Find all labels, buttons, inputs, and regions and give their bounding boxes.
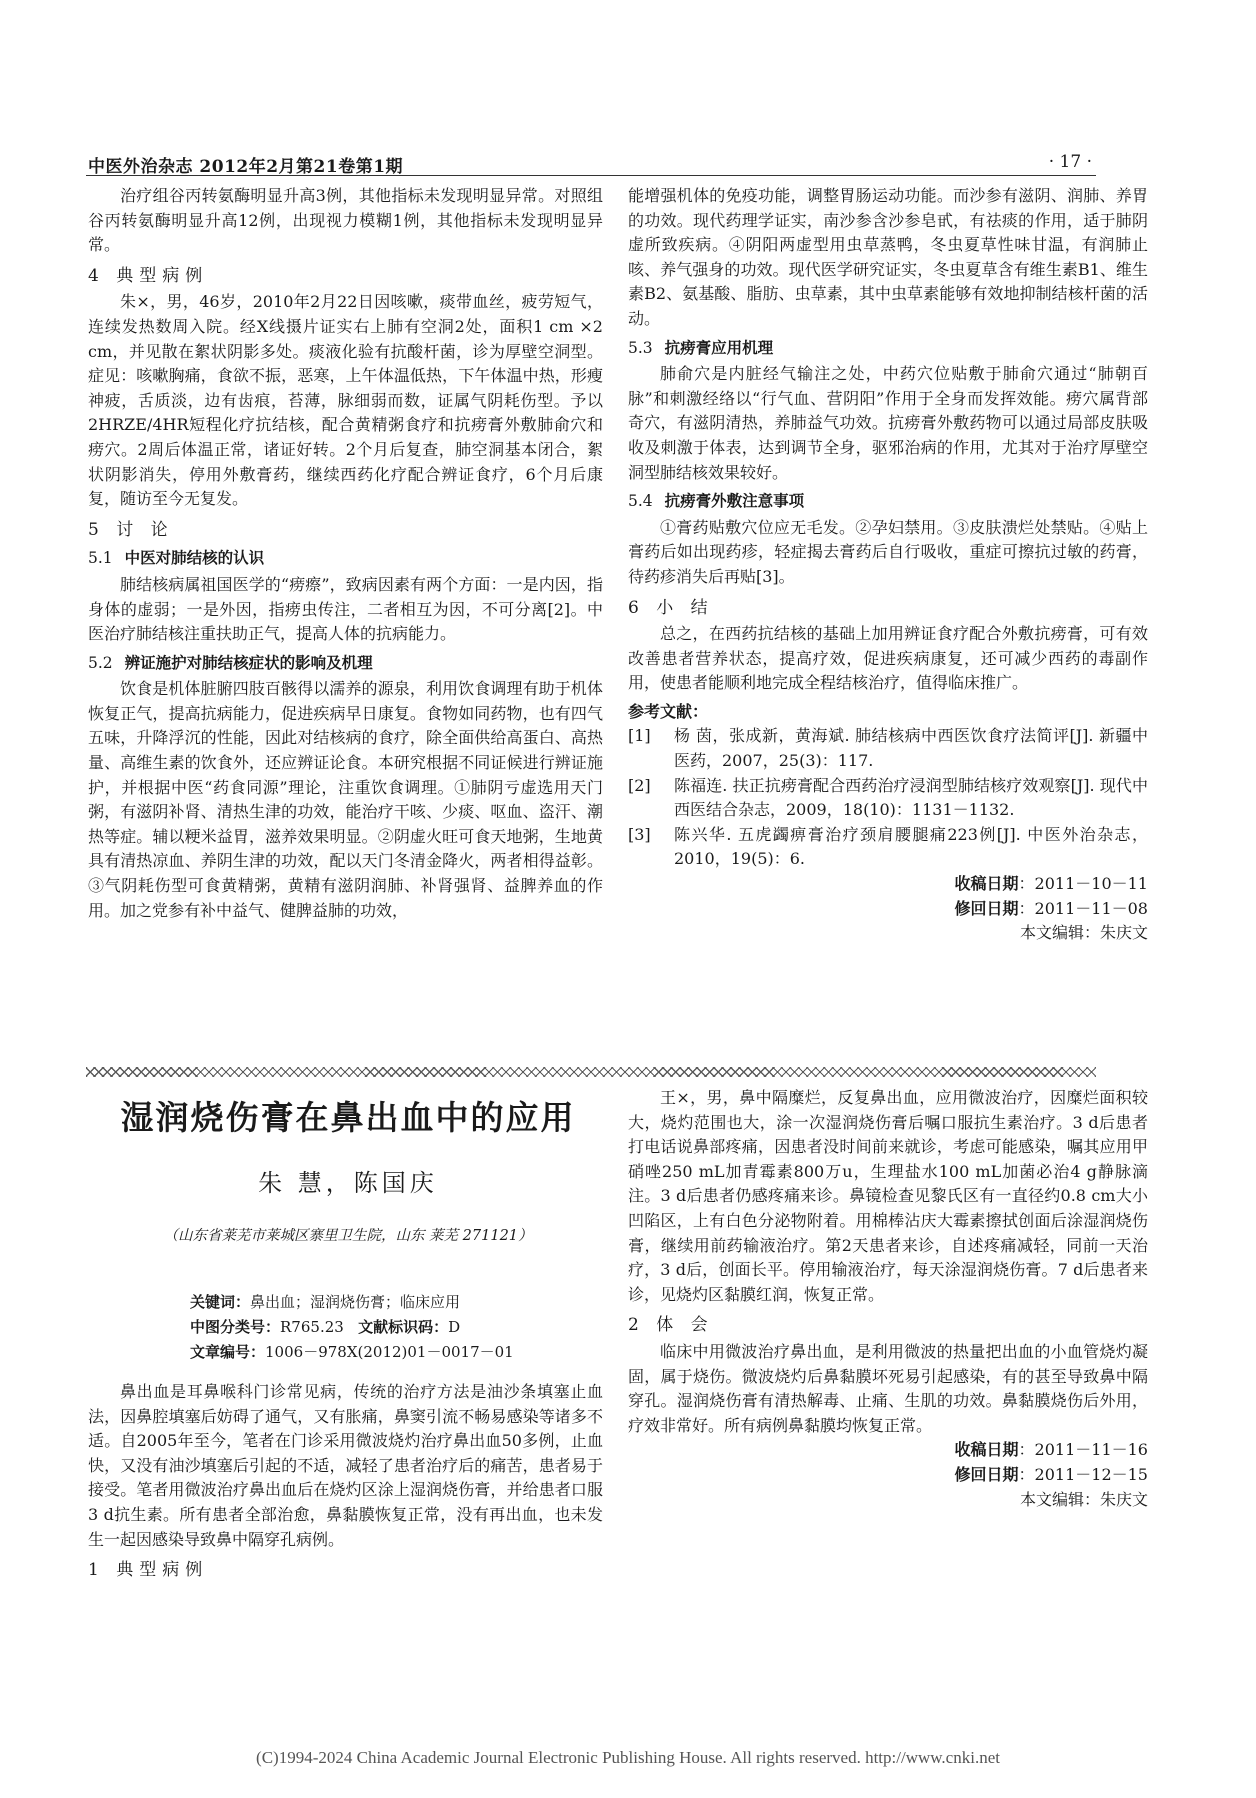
paragraph: ①膏药贴敷穴位应无毛发。②孕妇禁用。③皮肤溃烂处禁贴。④贴上膏药后如出现药疹，轻症揭去膏药后自行吸收，重症可擦抗过敏的药膏，待药疹消失后再贴[3]。 — [628, 517, 1148, 586]
paragraph: 总之，在西药抗结核的基础上加用辨证食疗配合外敷抗痨膏，可有效改善患者营养状态，提高疗效，促进疾病康复，还可减少西药的毒副作用，使患者能顺利地完成全程结核治疗，值得临床推广。 — [628, 624, 1148, 693]
subsection-heading: 5.2 辨证施护对肺结核症状的影响及机理 — [88, 652, 373, 672]
reference-item: [3] 陈兴华. 五虎蠲痹膏治疗颈肩腰腿痛223例[J]. 中医外治杂志，2010，19(5)：6. — [628, 824, 1148, 869]
journal-header: 中医外治杂志 2012年2月第21卷第1期 — [88, 157, 404, 177]
paragraph: 治疗组谷丙转氨酶明显升高3例，其他指标未发现明显异常。对照组谷丙转氨酶明显升高12例，出现视力模糊1例，其他指标未发现明显异常。 — [88, 186, 603, 255]
article-title: 湿润烧伤膏在鼻出血中的应用 — [120, 1098, 576, 1137]
article-dates: 修回日期：2011－11－08 — [954, 898, 1148, 918]
bottom-left-column — [88, 1380, 603, 1585]
article-authors: 朱 慧，陈国庆 — [258, 1169, 438, 1197]
article-dates: 本文编辑：朱庆文 — [1019, 1489, 1148, 1509]
subsection-heading: 5.3 抗痨膏应用机理 — [628, 337, 774, 357]
article-affiliation: （山东省莱芜市莱城区寨里卫生院，山东 莱芜 271121） — [163, 1228, 533, 1244]
section-heading: 2 体 会 — [628, 1315, 714, 1336]
paragraph: 朱×，男，46岁，2010年2月22日因咳嗽，痰带血丝，疲劳短气，连续发热数周入院。经X线摄片证实右上肺有空洞2处，面积1 cm ×2 cm，并见散在絮状阴影多处。痰液化验有抗酸杆菌，诊为厚壁空洞型。症见：咳嗽胸痛，食欲不振，恶寒，上午体温低热，下午体温中热，形瘦神疲，舌质淡，边有齿痕，苔薄，脉细弱而数，证属气阴耗伤型。予以2HRZE/4HR短程化疗抗结核，配合黄精粥食疗和抗痨膏外敷肺俞穴和痨穴。2周后体温正常，诸证好转。2个月后复查，肺空洞基本闭合，絮状阴影消失，停用外敷膏药，继续西药化疗配合辨证食疗，6个月后康复，随访至今无复发。 — [88, 292, 603, 509]
header-rule — [86, 175, 1096, 176]
references-heading: 参考文献： — [628, 701, 709, 721]
paragraph: 王×，男，鼻中隔糜烂，反复鼻出血，应用微波治疗，因糜烂面积较大，烧灼范围也大，涂一次湿润烧伤膏后嘱口服抗生素治疗。3 d后患者打电话说鼻部疼痛，因患者没时间前来就诊，考虑可能感染，嘱其应用甲硝唑250 mL加青霉素800万u，生理盐水100 mL加菌必治4 g静脉滴注。3 d后患者仍感疼痛来诊。鼻镜检查见黎氏区有一直径约0.8 cm大小凹陷区，上有白色分泌物附着。用棉棒沾庆大霉素擦拭创面后涂湿润烧伤膏，继续用前药输液治疗。第2天患者来诊，自述疼痛减轻，同前一天治疗，3 d后，创面长平。停用输液治疗，每天涂湿润烧伤膏。7 d后患者来诊，见烧灼区黏膜红润，恢复正常。 — [628, 1088, 1148, 1304]
bottom-right-column — [628, 1086, 1148, 1512]
page-number: · 17 · — [1048, 152, 1092, 172]
paragraph: 饮食是机体脏腑四肢百骸得以濡养的源泉，利用饮食调理有助于机体恢复正气，提高抗病能力，促进疾病早日康复。食物如同药物，也有四气五味，升降浮沉的性能，因此对结核病的食疗，除全面供给高蛋白、高热量、高维生素的饮食外，还应辨证论食。本研究根据不同证候进行辨证施护，并根据中医“药食同源”理论，注重饮食调理。①肺阴亏虚选用天门粥，有滋阴补肾、清热生津的功效，能治疗干咳、少痰、呕血、盗汗、潮热等症。辅以粳米益胃，滋养效果明显。②阴虚火旺可食天地粥，生地黄具有清热凉血、养阴生津的功效，配以天门冬清金降火，两者相得益彰。③气阴耗伤型可食黄精粥，黄精有滋阴润肺、补肾强肾、益脾养血的作用。加之党参有补中益气、健脾益肺的功效， — [88, 679, 603, 920]
paragraph: 临床中用微波治疗鼻出血，是利用微波的热量把出血的小血管烧灼凝固，属于烧伤。微波烧灼后鼻黏膜坏死易引起感染，有的甚至导致鼻中隔穿孔。湿润烧伤膏有清热解毒、止痛、生肌的功效。鼻黏膜烧伤后外用，疗效非常好。所有病例鼻黏膜均恢复正常。 — [628, 1341, 1148, 1435]
section-heading: 6 小 结 — [628, 597, 714, 618]
article-separator — [86, 1067, 1096, 1077]
paragraph: 肺结核病属祖国医学的“痨瘵”，致病因素有两个方面：一是内因，指身体的虚弱；一是外因，指痨虫传注，二者相互为因，不可分离[2]。中医治疗肺结核注重扶助正气，提高人体的抗病能力。 — [88, 574, 603, 644]
section-heading: 1 典型病例 — [88, 1560, 209, 1581]
reference-item: [2] 陈福连. 扶正抗痨膏配合西药治疗浸润型肺结核疗效观察[J]. 现代中西医结合杂志，2009，18(10)：1131－1132. — [628, 775, 1148, 820]
article-dates: 收稿日期：2011－10－11 — [954, 874, 1148, 894]
article-metadata — [190, 1290, 514, 1365]
article-dates: 收稿日期：2011－11－16 — [954, 1440, 1148, 1460]
reference-item: [1] 杨 茵，张成新，黄海斌. 肺结核病中西医饮食疗法简评[J]. 新疆中医药，2007，25(3)：117. — [628, 726, 1148, 771]
classification-line: 中图分类号：R765.23 文献标识码：D — [190, 1318, 461, 1336]
paragraph: 鼻出血是耳鼻喉科门诊常见病，传统的治疗方法是油沙条填塞止血法，因鼻腔填塞后妨碍了通气，又有胀痛，鼻窦引流不畅易感染等诸多不适。自2005年至今，笔者在门诊采用微波烧灼治疗鼻出血50多例，止血快，又没有油沙填塞后引起的不适，减轻了患者治疗后的痛苦，患者易于接受。笔者用微波治疗鼻出血后在烧灼区涂上湿润烧伤膏，并给患者口服3 d抗生素。所有患者全部治愈，鼻黏膜恢复正常，没有再出血，也未发生一起因感染导致鼻中隔穿孔病例。 — [88, 1382, 603, 1549]
top-left-column — [88, 184, 603, 923]
subsection-heading: 5.1 中医对肺结核的认识 — [88, 548, 265, 568]
article-dates: 本文编辑：朱庆文 — [1019, 923, 1148, 943]
keywords-line: 关键词：鼻出血；湿润烧伤膏；临床应用 — [190, 1293, 461, 1311]
copyright-footer: (C)1994-2024 China Academic Journal Electronic Publishing House. All rights reserved. http://www.cnki.net — [256, 1748, 1000, 1767]
paragraph: 肺俞穴是内脏经气输注之处，中药穴位贴敷于肺俞穴通过“肺朝百脉”和刺激经络以“行气血、营阴阳”作用于全身而发挥效能。痨穴属背部奇穴，有滋阴清热，养肺益气功效。抗痨膏外敷药物可以通过局部皮肤吸收及刺激于体表，达到调节全身，驱邪治病的作用，尤其对于治疗厚壁空洞型肺结核效果较好。 — [628, 364, 1148, 482]
article-dates: 修回日期：2011－12－15 — [954, 1464, 1148, 1484]
paragraph: 能增强机体的免疫功能，调整胃肠运动功能。而沙参有滋阴、润肺、养胃的功效。现代药理学证实，南沙参含沙参皂甙，有祛痰的作用，适于肺阴虚所致疾病。④阴阳两虚型用虫草蒸鸭，冬虫夏草性味甘温，有润肺止咳、养气强身的功效。现代医学研究证实，冬虫夏草含有维生素B1、维生素B2、氨基酸、脂肪、虫草素，其中虫草素能够有效地抑制结核杆菌的活动。 — [628, 186, 1148, 328]
section-heading: 4 典型病例 — [88, 265, 209, 286]
top-right-column — [628, 184, 1148, 946]
article-number-line: 文章编号：1006－978X(2012)01－0017－01 — [190, 1343, 514, 1361]
subsection-heading: 5.4 抗痨膏外敷注意事项 — [628, 491, 805, 511]
section-heading: 5 讨 论 — [88, 519, 174, 540]
